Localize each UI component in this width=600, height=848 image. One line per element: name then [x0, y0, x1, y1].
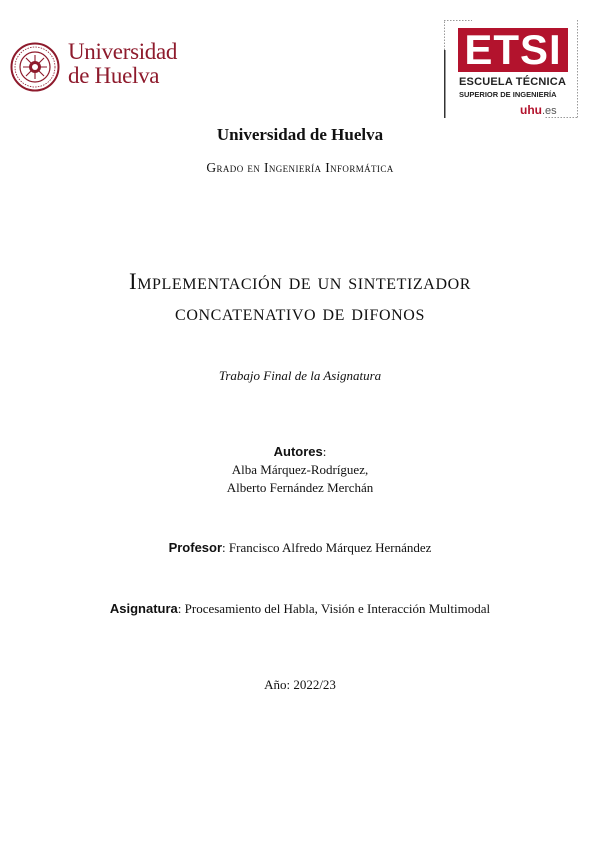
uhu-wordmark-line1: Universidad	[68, 39, 178, 64]
title-line-2: concatenativo de difonos	[175, 300, 425, 325]
course-line: Asignatura: Procesamiento del Habla, Visión e Interacción Multimodal	[109, 601, 491, 616]
etsi-logo	[444, 20, 578, 118]
document-title	[0, 266, 600, 328]
professor-name: Francisco Alfredo Márquez Hernández	[228, 540, 432, 555]
professor-label: Profesor	[168, 540, 223, 555]
author-name: Alba Márquez-Rodríguez,	[231, 462, 369, 477]
university-name: Universidad de Huelva	[216, 125, 384, 144]
uhu-wordmark-line2: de Huelva	[68, 63, 160, 88]
course-name: Procesamiento del Habla, Visión e Interacción Multimodal	[184, 601, 491, 616]
year-value: 2022/23	[293, 677, 336, 692]
uhu-es-text: uhu	[520, 103, 542, 117]
etsi-wordmark: ETSI	[458, 28, 568, 72]
university-seal-icon	[10, 42, 60, 92]
year-label: Año:	[264, 677, 291, 692]
year-line	[0, 677, 600, 693]
authors-label: Autores	[273, 444, 323, 459]
document-subtitle: Trabajo Final de la Asignatura	[218, 368, 382, 383]
authors-heading: Autores:	[273, 444, 327, 459]
uhu-es-suffix: .es	[542, 105, 557, 117]
course-label: Asignatura	[109, 601, 178, 616]
author-name: Alberto Fernández Merchán	[226, 480, 374, 495]
title-line-1: Implementación de un sintetizador	[128, 269, 472, 294]
uhu-wordmark	[68, 40, 177, 88]
uhu-es-mark	[520, 103, 557, 117]
etsi-line1: ESCUELA TÉCNICA	[459, 76, 567, 88]
authors-block	[0, 443, 600, 497]
etsi-line2: SUPERIOR DE INGENIERÍA	[459, 90, 557, 99]
universidad-de-huelva-logo	[10, 40, 185, 100]
degree-name: Grado en Ingeniería Informática	[206, 160, 394, 175]
professor-line: Profesor: Francisco Alfredo Márquez Hernández	[168, 540, 432, 555]
